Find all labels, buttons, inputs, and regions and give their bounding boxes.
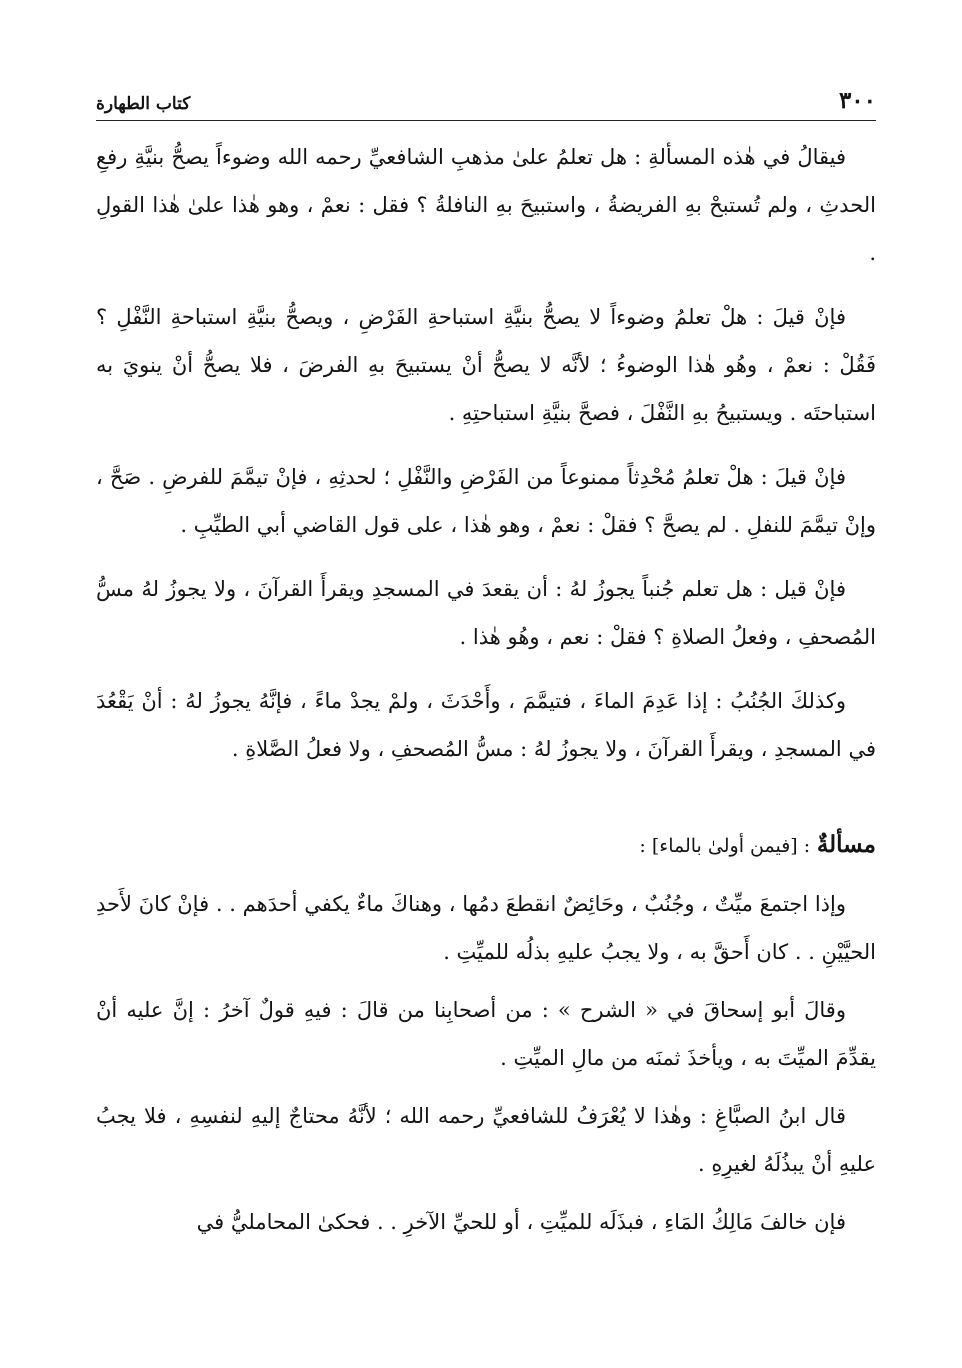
book-title: كتاب الطهارة [96,94,191,114]
paragraph: فإنْ قيلَ : هلْ تعلمُ وضوءاً لا يصحُّ بنيَّةِ استباحةِ الفَرْضِ ، ويصحُّ بنيَّةِ استباحةِ النَّفْلِ ؟ فَقُلْ : نعمْ ، وهُو هٰذا الوضوءُ ؛ لأنَّه لا يصحُّ أنْ يستبيحَ بهِ الفرضَ ، فلا يصحُّ أنْ ينويَ به استباحتَه . ويستبيحُ بهِ النَّفْلَ ، فصحَّ بنيَّةِ استباحتِهِ . [96,305,876,425]
paragraph: وقالَ أبو إسحاقَ في « الشرح » : من أصحابِنا من قالَ : فيهِ قولٌ آخرُ : إنَّ عليه أنْ يقدِّمَ الميِّتَ به ، ويأخذَ ثمنَه من مالِ الميِّتِ . [96,998,876,1070]
paragraph: فإنْ قيلَ : هلْ تعلمُ مُحْدِثاً ممنوعاً من الفَرْضِ والنَّفْلِ ؛ لحدثِهِ ، فإنْ تيمَّمَ للفرضِ . صَحَّ ، وإنْ تيمَّمَ للنفلِ . لم يصحَّ ؟ فقلْ : نعمْ ، وهو هٰذا ، على قول القاضي أبي الطيِّبِ . [96,465,876,537]
paragraph: وإذا اجتمعَ ميِّتٌ ، وجُنُبٌ ، وحَائِضٌ انقطعَ دمُها ، وهناكَ ماءٌ يكفي أحدَهم . . فإنْ كانَ لأَحدِ الحيَّيْنِ . . كان أَحقَّ به ، ولا يجبُ عليهِ بذلُه للميِّتِ . [96,892,876,964]
paragraph: قال ابنُ الصبَّاغِ : وهٰذا لا يُعْرَفُ للشافعيِّ رحمه الله ؛ لأنَّهُ محتاجٌ إليهِ لنفسِهِ ، فلا يجبُ عليهِ أنْ يبذُلَهُ لغيرِهِ . [96,1104,876,1176]
page-number: ٣٠٠ [838,87,876,114]
book-page [96,80,876,1256]
heading-title: : [فيمن أولىٰ بالماء] : [639,835,811,857]
paragraph: فإن خالفَ مَالِكُ المَاءِ ، فبذَلَه للميِّتِ ، أو للحيِّ الآخرِ . . فحكىٰ المحامليُّ في [196,1210,846,1234]
running-header [96,80,876,121]
section-heading [96,821,876,870]
main-text [96,133,876,1246]
paragraph: فإنْ قيل : هل تعلم جُنباً يجوزُ لهُ : أن يقعدَ في المسجدِ ويقرأَ القرآنَ ، ولا يجوزُ لهُ مسُّ المُصحفِ ، وفعلُ الصلاةِ ؟ فقلْ : نعم ، وهُو هٰذا . [96,577,876,649]
paragraph: فيقالُ في هٰذه المسألةِ : هل تعلمُ علىٰ مذهبِ الشافعيِّ رحمه الله وضوءاً يصحُّ بنيَّةِ رفعِ الحدثِ ، ولم تُستبحْ بهِ الفريضةُ ، واستبيحَ بهِ النافلةُ ؟ فقل : نعمْ ، وهو هٰذا علىٰ هٰذا القولِ . [96,145,876,265]
heading-word: مسألةٌ [816,831,876,858]
paragraph: وكذلكَ الجُنُبُ : إذا عَدِمَ الماءَ ، فتيمَّمَ ، وأَحْدَثَ ، ولمْ يجدْ ماءً ، فإنَّهُ يجوزُ لهُ : أنْ يَقْعُدَ في المسجدِ ، ويقرأَ القرآنَ ، ولا يجوزُ لهُ : مسُّ المُصحفِ ، ولا فعلُ الصَّلاةِ . [96,689,876,761]
